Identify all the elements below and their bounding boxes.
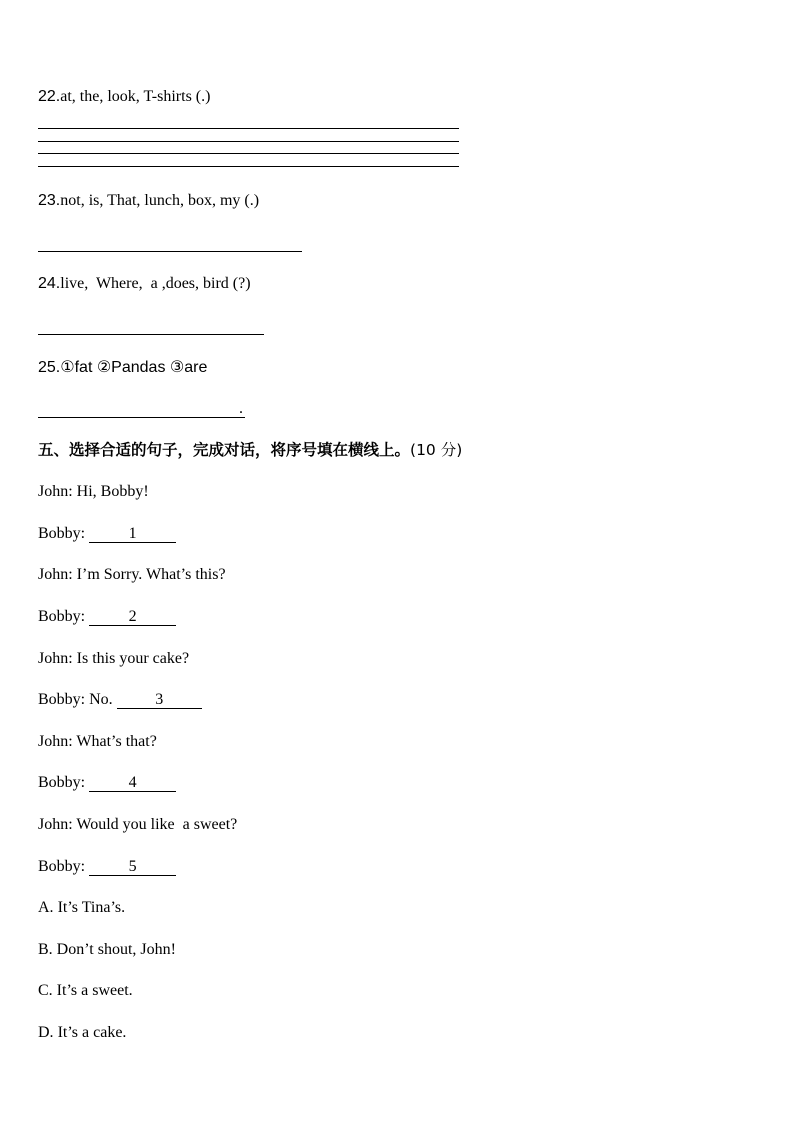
dialogue-line bbox=[38, 524, 176, 544]
dialogue-line bbox=[38, 857, 176, 877]
option-letter: B. bbox=[38, 941, 53, 958]
dialogue-line bbox=[38, 773, 176, 793]
question-number: 24. bbox=[38, 275, 61, 292]
question-23 bbox=[38, 191, 259, 211]
question-24 bbox=[38, 274, 251, 294]
option-letter: D. bbox=[38, 1024, 54, 1041]
option-letter: C. bbox=[38, 982, 53, 999]
dialogue-line bbox=[38, 649, 189, 669]
speaker: John: bbox=[38, 733, 73, 750]
section-points: (10 分) bbox=[410, 441, 463, 459]
section-heading bbox=[38, 440, 462, 460]
dialogue-prefix: No. bbox=[89, 691, 113, 708]
answer-line-with-period[interactable] bbox=[38, 399, 245, 419]
option-b bbox=[38, 940, 176, 960]
speaker: Bobby: bbox=[38, 774, 86, 791]
answer-blank[interactable]: 4 bbox=[89, 774, 176, 792]
answer-blank[interactable]: 2 bbox=[89, 608, 176, 626]
option-letter: A. bbox=[38, 899, 54, 916]
dialogue-line bbox=[38, 732, 157, 752]
dialogue-text: Hi, Bobby! bbox=[76, 483, 149, 500]
question-words: live, Where, a ,does, bird (?) bbox=[60, 275, 251, 292]
section-title: 五、选择合适的句子，完成对话，将序号填在横线上。 bbox=[38, 441, 411, 459]
option-text: It’s a sweet. bbox=[56, 982, 133, 999]
question-words: ①fat ②Pandas ③are bbox=[60, 359, 208, 376]
answer-blank[interactable]: . bbox=[38, 400, 245, 418]
answer-blank[interactable]: 5 bbox=[89, 858, 176, 876]
speaker: Bobby: bbox=[38, 608, 86, 625]
dialogue-text: Would you like a sweet? bbox=[76, 816, 238, 833]
speaker: Bobby: bbox=[38, 525, 86, 542]
option-d bbox=[38, 1023, 126, 1043]
speaker: Bobby: bbox=[38, 858, 86, 875]
option-c bbox=[38, 981, 133, 1001]
answer-line[interactable] bbox=[38, 141, 459, 142]
question-words: not, is, That, lunch, box, my (.) bbox=[60, 192, 260, 209]
dialogue-line bbox=[38, 690, 202, 710]
question-number: 25. bbox=[38, 359, 61, 376]
answer-blank[interactable]: 1 bbox=[89, 525, 176, 543]
question-22 bbox=[38, 87, 210, 107]
answer-blank[interactable]: 3 bbox=[117, 691, 202, 709]
question-words: at, the, look, T-shirts (.) bbox=[60, 88, 211, 105]
answer-line[interactable] bbox=[38, 153, 459, 154]
option-text: Don’t shout, John! bbox=[56, 941, 176, 958]
speaker: Bobby: bbox=[38, 691, 86, 708]
answer-line[interactable] bbox=[38, 128, 459, 129]
dialogue-line bbox=[38, 565, 226, 585]
answer-line[interactable] bbox=[38, 251, 302, 252]
speaker: John: bbox=[38, 483, 73, 500]
dialogue-line bbox=[38, 482, 149, 502]
dialogue-line bbox=[38, 607, 176, 627]
answer-line[interactable] bbox=[38, 334, 264, 335]
dialogue-text: What’s that? bbox=[76, 733, 157, 750]
dialogue-text: Is this your cake? bbox=[76, 650, 190, 667]
dialogue-line bbox=[38, 815, 237, 835]
option-text: It’s a cake. bbox=[57, 1024, 127, 1041]
speaker: John: bbox=[38, 566, 73, 583]
dialogue-text: I’m Sorry. What’s this? bbox=[76, 566, 226, 583]
question-number: 22. bbox=[38, 88, 61, 105]
question-number: 23. bbox=[38, 192, 61, 209]
speaker: John: bbox=[38, 816, 73, 833]
answer-line[interactable] bbox=[38, 166, 459, 167]
speaker: John: bbox=[38, 650, 73, 667]
option-text: It’s Tina’s. bbox=[57, 899, 126, 916]
question-25 bbox=[38, 358, 207, 378]
option-a bbox=[38, 898, 125, 918]
